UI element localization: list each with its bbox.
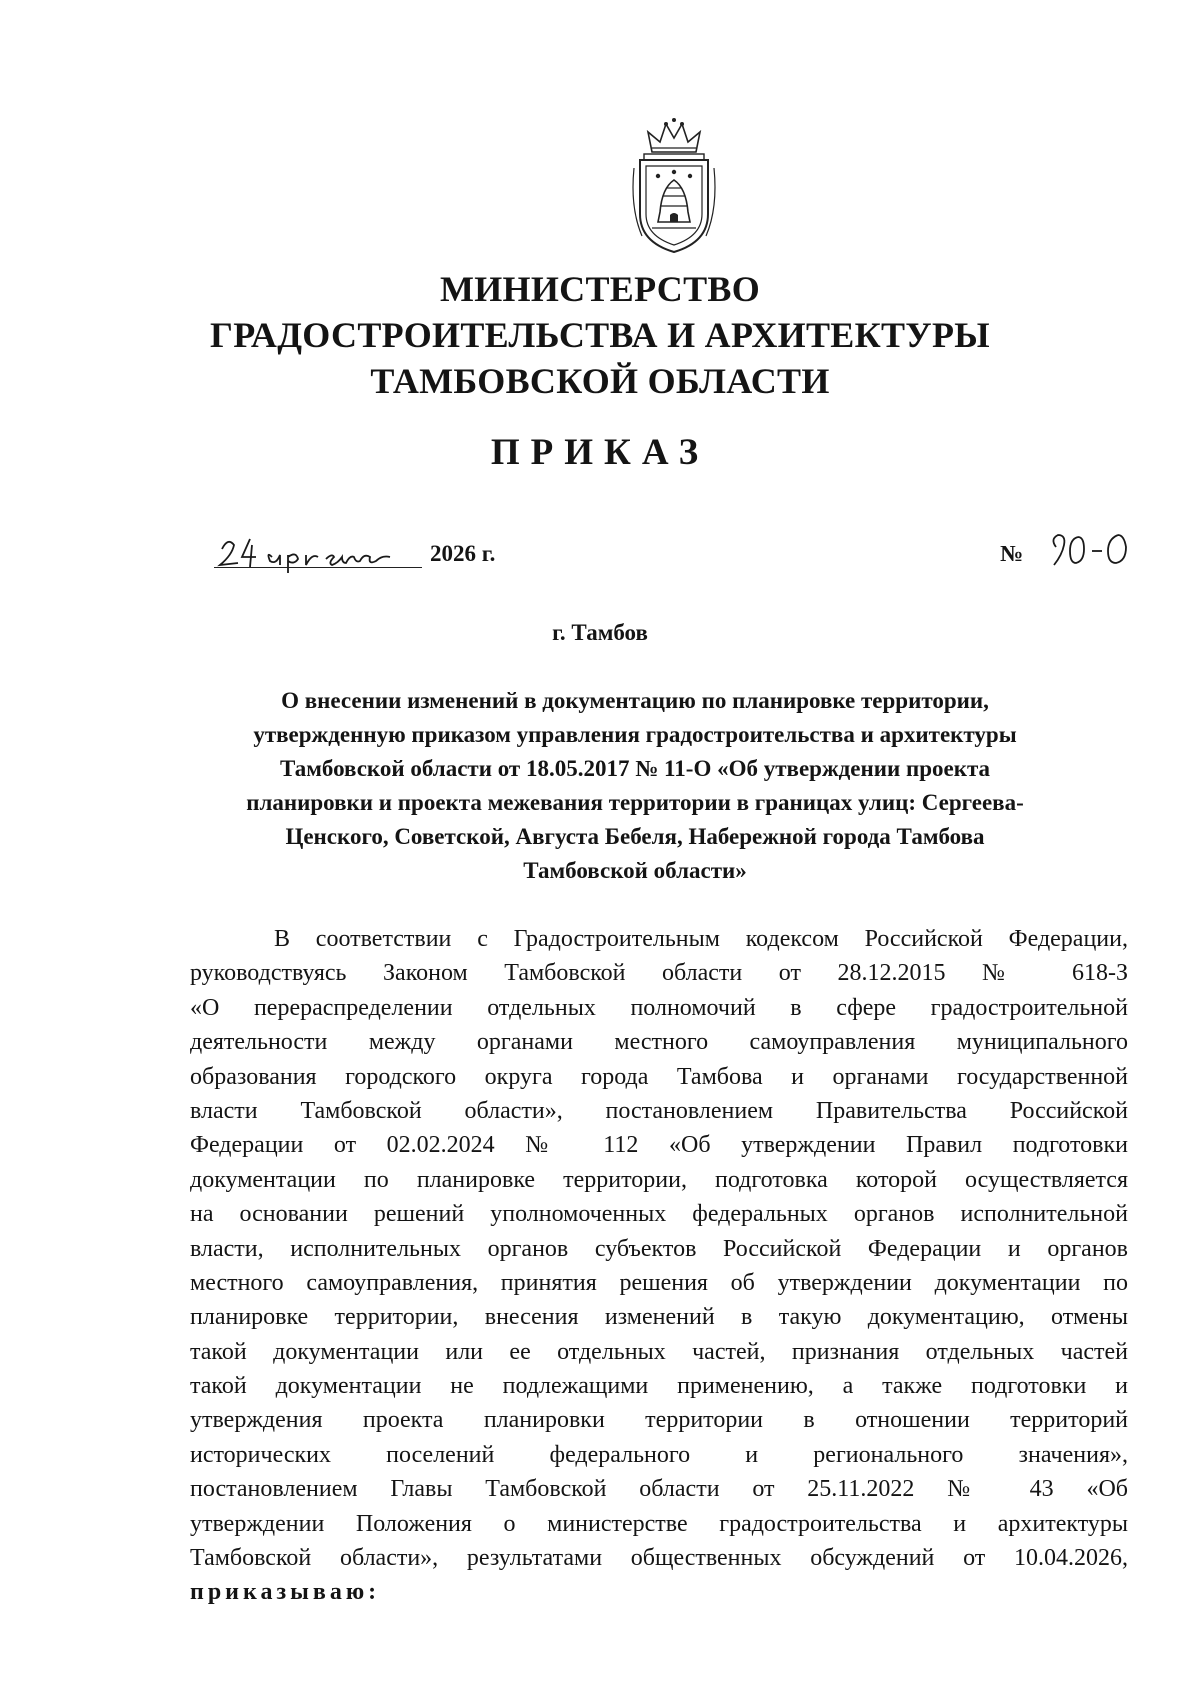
body-line: местного самоуправления, принятия решения об утверждении документации по: [190, 1269, 1128, 1296]
tambov-coat-of-arms-icon: [628, 118, 720, 256]
body-line: на основании решений уполномоченных федеральных органов исполнительной: [190, 1201, 1128, 1228]
city: г. Тамбов: [552, 620, 648, 645]
title-line: Тамбовской области»: [523, 858, 747, 883]
body-line: документации по планировке территории, подготовка которой осуществляется: [190, 1166, 1128, 1193]
body-line: В соответствии с Градостроительным кодексом Российской Федерации,: [274, 926, 1128, 952]
body-line: такой документации не подлежащими применению, а также подготовки и: [190, 1373, 1128, 1400]
document-body: [190, 922, 1128, 1610]
document-date: [214, 527, 544, 577]
document-year: 2026 г.: [430, 541, 496, 566]
ministry-line-3: ТАМБОВСКОЙ ОБЛАСТИ: [370, 361, 830, 401]
handwritten-date: [214, 527, 424, 577]
ministry-line-2: ГРАДОСТРОИТЕЛЬСТВА И АРХИТЕКТУРЫ: [210, 315, 990, 355]
number-sign: №: [1000, 541, 1024, 566]
body-line: Федерации от 02.02.2024 № 112 «Об утверждении Правил подготовки: [190, 1132, 1128, 1159]
body-line: образования городского округа города Тамбова и органами государственной: [190, 1063, 1128, 1090]
body-line: деятельности между органами местного самоуправления муниципального: [190, 1029, 1128, 1056]
body-line: постановлением Главы Тамбовской области от 25.11.2022 № 43 «Об: [190, 1476, 1128, 1503]
body-line: исторических поселений федерального и регионального значения»,: [190, 1441, 1128, 1468]
title-line: утвержденную приказом управления градостроительства и архитектуры: [253, 722, 1017, 747]
body-line: Тамбовской области», результатами общественных обсуждений от 10.04.2026,: [190, 1545, 1128, 1572]
ministry-name: [0, 266, 1200, 404]
body-line: власти Тамбовской области», постановлением Правительства Российской: [190, 1097, 1128, 1124]
body-line: такой документации или ее отдельных частей, признания отдельных частей: [190, 1338, 1128, 1365]
title-line: Тамбовской области от 18.05.2017 № 11-О «Об утверждении проекта: [279, 756, 991, 781]
body-line: «О перераспределении отдельных полномочий в сфере градостроительной: [190, 994, 1128, 1021]
title-line: О внесении изменений в документацию по планировке территории,: [281, 688, 989, 713]
document-title: [180, 684, 1090, 888]
body-line: утверждении Положения о министерстве градостроительства и архитектуры: [190, 1510, 1128, 1537]
document-type: ПРИКАЗ: [490, 432, 710, 473]
body-line: планировке территории, внесения изменений в такую документацию, отмены: [190, 1304, 1128, 1331]
body-line: власти, исполнительных органов субъектов Российской Федерации и органов: [190, 1235, 1128, 1262]
date-underline: [214, 567, 422, 568]
title-line: Ценского, Советской, Августа Бебеля, Набережной города Тамбова: [285, 824, 985, 849]
order-verb: приказываю:: [190, 1579, 381, 1606]
body-line: руководствуясь Законом Тамбовской области от 28.12.2015 № 618-З: [190, 960, 1128, 987]
body-line: утверждения проекта планировки территории в отношении территорий: [190, 1407, 1128, 1434]
handwritten-number: [1044, 527, 1144, 577]
title-line: планировки и проекта межевания территории в границах улиц: Сергеева-: [246, 790, 1024, 815]
document-number: [1000, 527, 1140, 577]
ministry-line-1: МИНИСТЕРСТВО: [439, 269, 761, 309]
